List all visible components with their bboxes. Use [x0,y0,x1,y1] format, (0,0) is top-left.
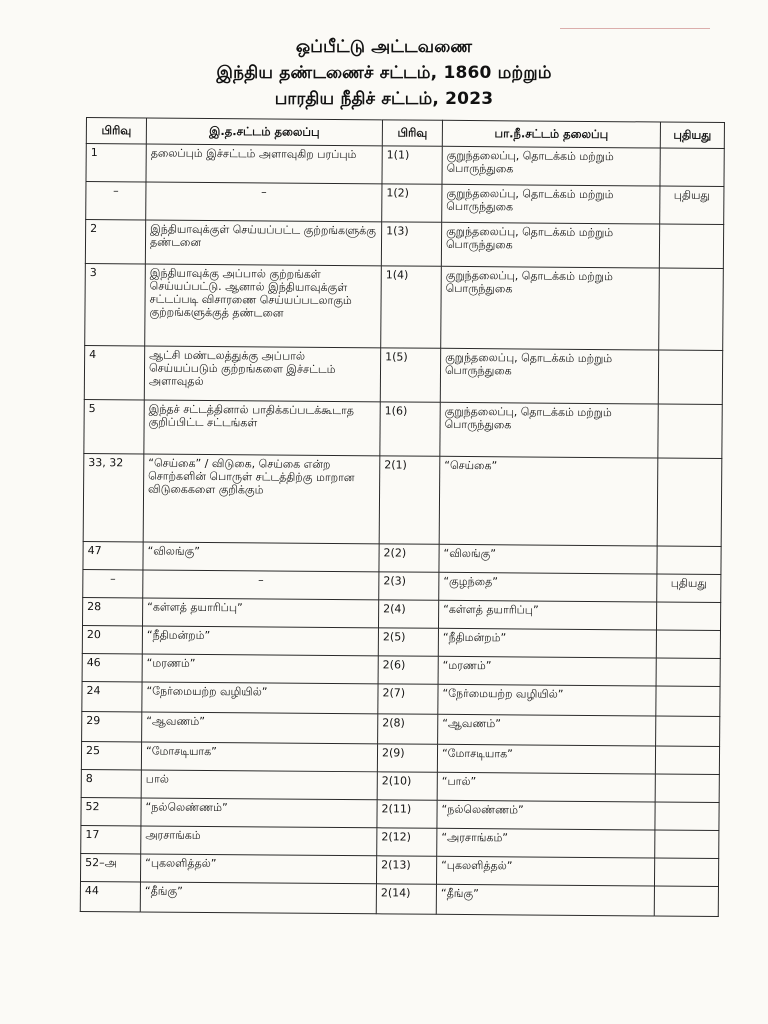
bns-section-cell: 1(6) [380,402,440,456]
ipc-title-cell: – [143,570,379,600]
bns-title-cell: “மரணம்” [438,656,656,686]
bns-title-cell: “தீங்கு” [436,884,654,916]
bns-section-cell: 2(8) [378,714,438,744]
table-row [82,711,720,746]
new-flag-cell [656,686,720,717]
ipc-section-cell: 20 [82,625,142,653]
document-title [0,34,768,112]
bns-section-cell: 2(1) [379,456,440,544]
ipc-title-cell: தலைப்பும் இச்சட்டம் அளாவுகிற பரப்பும் [146,144,382,184]
ipc-title-cell: ஆட்சி மண்டலத்துக்கு அப்பால் செய்யப்படும் குற்றங்களை இச்சட்டம் அளாவுதல் [144,346,380,402]
header-bns-section: பிரிவு [382,120,442,146]
bns-title-cell: குறுந்தலைப்பு, தொடக்கம் மற்றும் பொருந்துகை [442,146,660,186]
ipc-title-cell: “செய்கை” / விடுகை, செய்கை என்ற சொற்களின் பொருள் சட்டத்திற்கு மாறான விடுகைகளை குறிக்கும் [143,454,380,544]
header-new: புதியது [660,122,724,149]
ipc-title-cell: “தீங்கு” [140,882,376,914]
ipc-section-cell: 29 [82,711,142,741]
bns-section-cell: 2(7) [378,684,438,714]
title-line-2: இந்திய தண்டணைச் சட்டம், 1860 மற்றும் [216,63,552,83]
new-flag-cell [659,268,724,351]
ipc-title-cell: “நீதிமன்றம்” [142,626,378,656]
title-line-3: பாரதிய நீதிச் சட்டம், 2023 [274,89,494,109]
table-row [80,881,718,916]
ipc-section-cell: 52–அ [80,853,140,881]
bns-title-cell: “நேர்மையற்ற வழியில்” [438,684,656,716]
bns-section-cell: 2(10) [377,772,437,800]
table-row [86,182,724,225]
ipc-section-cell: – [86,182,146,220]
ipc-title-cell: இந்தச் சட்டத்தினால் பாதிக்கப்படக்கூடாத குறிப்பிட்ட சட்டங்கள் [144,400,380,456]
bns-title-cell: “பால்” [437,772,655,802]
ipc-section-cell: 5 [84,399,144,453]
ipc-section-cell: 28 [83,597,143,625]
bns-section-cell: 2(13) [376,856,436,884]
bns-section-cell: 1(1) [382,146,442,184]
table-row [86,144,724,187]
table-row [84,345,722,404]
ipc-section-cell: 52 [81,797,141,825]
bns-section-cell: 1(4) [381,266,442,348]
bns-title-cell: “குழந்தை” [439,572,657,602]
new-flag-cell: புதியது [657,574,721,603]
new-flag-cell [655,830,719,859]
new-flag-cell [655,802,719,831]
bns-section-cell: 2(6) [378,656,438,684]
ipc-section-cell: 44 [80,881,140,911]
ipc-section-cell: 4 [84,345,144,399]
bns-section-cell: 2(2) [379,544,439,572]
page-edge-mark [560,28,710,29]
title-line-1: ஒப்பீட்டு அட்டவணை [295,37,473,57]
bns-title-cell: “நீதிமன்றம்” [438,628,656,658]
bns-section-cell: 1(5) [380,348,440,402]
bns-title-cell: “செய்கை” [439,456,658,546]
bns-title-cell: “கள்ளத் தயாரிப்பு” [438,600,656,630]
table-row [83,453,722,546]
new-flag-cell [658,404,722,459]
ipc-section-cell: 1 [86,144,146,182]
ipc-title-cell: அரசாங்கம் [141,826,377,856]
bns-title-cell: “ஆவணம்” [438,714,656,746]
bns-title-cell: குறுந்தலைப்பு, தொடக்கம் மற்றும் பொருந்துகை [442,184,660,224]
bns-section-cell: 1(2) [382,184,442,222]
ipc-section-cell: 8 [81,769,141,797]
new-flag-cell [655,774,719,803]
bns-section-cell: 2(9) [377,744,437,772]
bns-title-cell: “நல்லெண்ணம்” [437,800,655,830]
bns-section-cell: 2(5) [378,628,438,656]
table-row [85,263,724,350]
ipc-section-cell: 24 [82,681,142,711]
bns-section-cell: 2(3) [379,572,439,600]
new-flag-cell: புதியது [660,186,724,225]
bns-section-cell: 2(11) [377,800,437,828]
new-flag-cell [654,886,718,917]
bns-title-cell: குறுந்தலைப்பு, தொடக்கம் மற்றும் பொருந்துகை [441,222,659,268]
ipc-section-cell: 3 [85,263,146,345]
ipc-section-cell: – [83,569,143,597]
ipc-title-cell: “கள்ளத் தயாரிப்பு” [143,598,379,628]
ipc-title-cell: பால் [141,770,377,800]
bns-title-cell: “மோசடியாக” [437,744,655,774]
bns-title-cell: “புகலளித்தல்” [436,856,654,886]
bns-title-cell: குறுந்தலைப்பு, தொடக்கம் மற்றும் பொருந்துகை [440,402,658,458]
bns-title-cell: குறுந்தலைப்பு, தொடக்கம் மற்றும் பொருந்துகை [441,266,660,350]
new-flag-cell [656,658,720,687]
ipc-section-cell: 2 [85,220,145,264]
ipc-section-cell: 46 [82,653,142,681]
comparison-table [80,117,725,917]
bns-section-cell: 2(4) [378,600,438,628]
bns-section-cell: 2(14) [376,884,436,914]
ipc-section-cell: 47 [83,541,143,569]
ipc-title-cell: “நல்லெண்ணம்” [141,798,377,828]
bns-section-cell: 2(12) [377,828,437,856]
new-flag-cell [656,602,720,631]
ipc-title-cell: “நேர்மையற்ற வழியில்” [142,682,378,714]
bns-title-cell: “அரசாங்கம்” [437,828,655,858]
table-row [84,399,722,458]
new-flag-cell [658,350,722,405]
ipc-section-cell: 17 [81,825,141,853]
header-bns-title: பா.நீ.சட்டம் தலைப்பு [442,120,660,148]
table-row [82,681,720,716]
bns-title-cell: “விலங்கு” [439,544,657,574]
new-flag-cell [657,546,721,575]
ipc-title-cell: – [146,182,382,222]
bns-section-cell: 1(3) [381,222,441,266]
ipc-title-cell: “ஆவணம்” [142,712,378,744]
new-flag-cell [659,224,723,269]
new-flag-cell [660,148,724,187]
table-row [85,220,723,269]
ipc-section-cell: 33, 32 [83,453,144,541]
new-flag-cell [657,458,722,546]
ipc-section-cell: 25 [81,741,141,769]
new-flag-cell [654,858,718,887]
ipc-title-cell: இந்தியாவுக்குள் செய்யப்பட்ட குற்றங்களுக்கு தண்டனை [145,220,381,266]
bns-title-cell: குறுந்தலைப்பு, தொடக்கம் மற்றும் பொருந்துகை [440,348,658,404]
new-flag-cell [656,630,720,659]
ipc-title-cell: “புகலளித்தல்” [140,854,376,884]
ipc-title-cell: இந்தியாவுக்கு அப்பால் குற்றங்கள் செய்யப்பட்டு. ஆனால் இந்தியாவுக்குள் சட்டப்படி விசாரணை செய்யப்படலாகும் குற்றங்களுக்குத் தண்டனை [145,264,382,348]
new-flag-cell [655,746,719,775]
ipc-title-cell: “மோசடியாக” [141,742,377,772]
header-ipc-title: இ.த.சட்டம் தலைப்பு [146,118,382,146]
header-ipc-section: பிரிவு [86,118,146,144]
new-flag-cell [656,716,720,747]
ipc-title-cell: “மரணம்” [142,654,378,684]
ipc-title-cell: “விலங்கு” [143,542,379,572]
